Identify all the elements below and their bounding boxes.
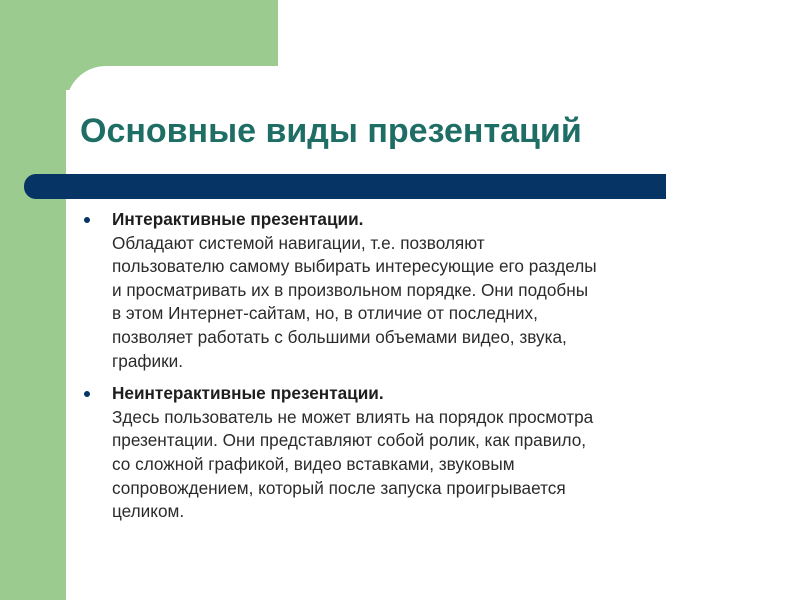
bullet-item-interactive [82,208,752,373]
bullet-text-line: пользователю самому выбирать интересующие его разделы [112,256,597,277]
bullet-heading: Интерактивные презентации. [112,209,364,229]
slide-title: Основные виды презентаций [80,112,582,150]
title-underline-bar [24,174,666,199]
bullet-text-line: сопровождением, который после запуска проигрывается [112,477,566,498]
bullet-dot-icon [84,391,90,397]
bullet-dot-icon [84,217,90,223]
bullet-text-line: презентации. Они представляют собой ролик, как правило, [112,430,587,451]
bullet-text-line: со сложной графикой, видео вставками, звуковым [112,453,515,474]
bullet-text-line: графики. [112,350,184,371]
bullet-text-line: позволяет работать с большими объемами видео, звука, [112,326,567,347]
bullet-text-line: и просматривать их в произвольном порядке. Они подобны [112,279,589,300]
bullet-item-noninteractive [82,382,752,524]
bullet-list [82,208,752,533]
bullet-text-line: Обладают системой навигации, т.е. позволяют [112,232,485,253]
bullet-heading: Неинтерактивные презентации. [112,383,384,404]
bullet-text-line: целиком. [112,501,185,522]
bullet-text-line: Здесь пользователь не может влиять на порядок просмотра [112,406,594,427]
green-band-left [0,0,66,600]
bullet-text-line: в этом Интернет-сайтам, но, в отличие от последних, [112,303,538,324]
